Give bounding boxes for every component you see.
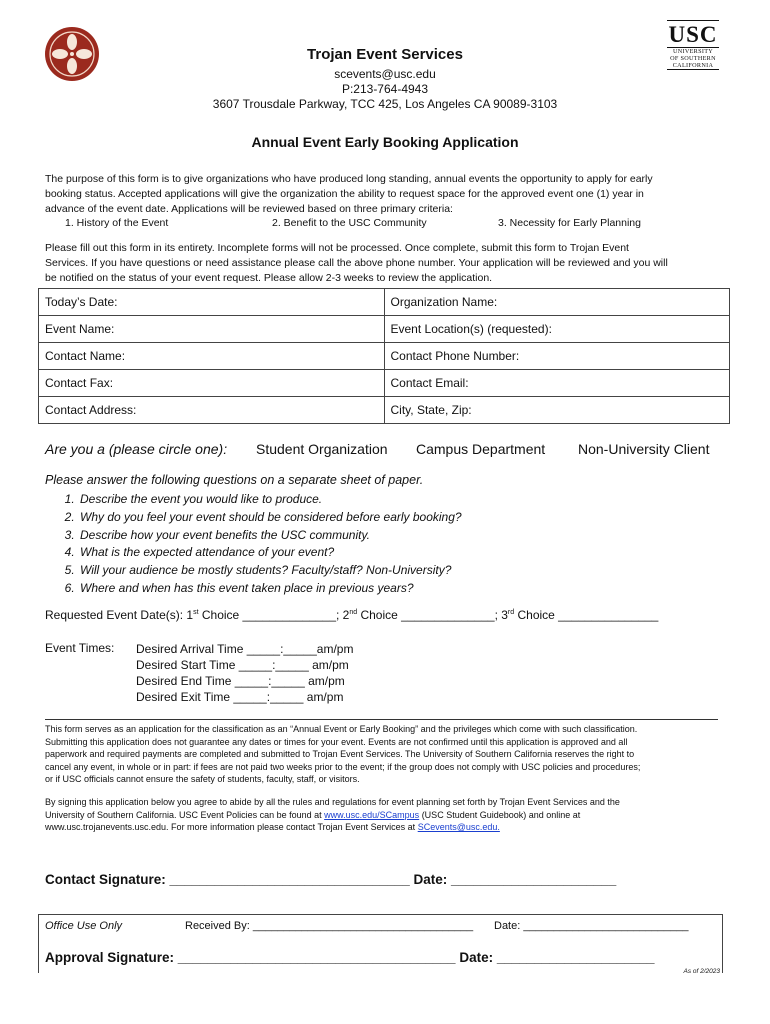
- table-row: [39, 316, 730, 343]
- agreement-text: University of Southern California. USC Event Policies can be found at: [45, 809, 325, 820]
- agreement-line: [45, 821, 721, 834]
- organization-name-field[interactable]: Organization Name:: [384, 289, 730, 316]
- form-title: Annual Event Early Booking Application: [251, 134, 519, 150]
- question-item: 1. Describe the event you would like to produce.: [78, 491, 462, 509]
- usc-logo-line1: UNIVERSITY: [672, 48, 714, 55]
- applicant-type-prompt: Are you a (please circle one):: [45, 441, 228, 457]
- received-by-field[interactable]: Received By: ____________________________________: [185, 920, 474, 932]
- scampus-link[interactable]: www.usc.edu/SCampus: [324, 809, 420, 820]
- city-state-zip-field[interactable]: City, State, Zip:: [384, 397, 730, 424]
- org-phone: P:213-764-4943: [341, 82, 429, 96]
- event-location-field[interactable]: Event Location(s) (requested):: [384, 316, 730, 343]
- intro-paragraph: [45, 172, 725, 217]
- office-use-label: Office Use Only: [45, 920, 123, 932]
- first-choice-blank: Choice ______________; 2: [198, 608, 350, 622]
- org-title: Trojan Event Services: [307, 46, 463, 63]
- agreement-line: By signing this application below you agree to abide by all the rules and regulations for event planning set forth by Trojan Event Services and the: [45, 797, 620, 807]
- divider: [45, 719, 718, 720]
- question-item: 2. Why do you feel your event should be considered before early booking?: [78, 509, 462, 527]
- arrival-time-field[interactable]: Desired Arrival Time _____:_____am/pm: [136, 642, 354, 656]
- usc-logo-line2: OF SOUTHERN: [670, 55, 716, 62]
- todays-date-field[interactable]: Today’s Date:: [39, 289, 385, 316]
- criterion-1: 1. History of the Event: [65, 217, 169, 229]
- contact-signature-line[interactable]: Contact Signature: ________________________________ Date: ______________________: [45, 872, 617, 887]
- scevents-email-link[interactable]: SCevents@usc.edu.: [417, 822, 500, 833]
- questions-intro: Please answer the following questions on a separate sheet of paper.: [45, 473, 424, 487]
- disclaimer-line: This form serves as an application for the classification as an “Annual Event or Early Booking” and the privileges which come with such classification.: [45, 724, 638, 734]
- question-item: 3. Describe how your event benefits the USC community.: [78, 527, 462, 545]
- table-row: [39, 397, 730, 424]
- agreement-text: (USC Student Guidebook) and online at: [419, 809, 581, 820]
- org-email: scevents@usc.edu: [334, 67, 436, 81]
- sup-nd: nd: [349, 609, 358, 616]
- questions-list: [44, 491, 462, 598]
- table-row: [39, 370, 730, 397]
- event-name-field[interactable]: Event Name:: [39, 316, 385, 343]
- instructions-line: be notified on the status of your event request. Please allow 2-3 weeks to review the application.: [45, 272, 493, 284]
- intro-line: booking status. Accepted applications will give the organization the ability to request space for the approved event one (1) year in: [45, 188, 644, 200]
- option-student-organization[interactable]: Student Organization: [256, 441, 388, 457]
- option-non-university-client[interactable]: Non-University Client: [578, 441, 710, 457]
- disclaimer-line: or if USC officials cannot ensure the safety of students, faculty, staff, or visitors.: [45, 774, 360, 785]
- disclaimer-line: paperwork and required payments are completed and submitted to Trojan Event Services. The University of Southern California reserves the right to: [45, 749, 635, 760]
- office-date-field[interactable]: Date: ___________________________: [494, 920, 689, 932]
- question-item: 6. Where and when has this event taken place in previous years?: [78, 580, 462, 598]
- instructions-paragraph: [45, 241, 725, 286]
- question-item: 5. Will your audience be mostly students? Faculty/staff? Non-University?: [78, 562, 462, 580]
- intro-line: The purpose of this form is to give organizations who have produced long standing, annual events the opportunity to apply for early: [45, 173, 653, 185]
- exit-time-field[interactable]: Desired Exit Time _____:_____ am/pm: [136, 690, 344, 704]
- agreement-text: www.usc.trojanevents.usc.edu. For more information please contact Trojan Event Services at: [45, 822, 418, 833]
- contact-phone-field[interactable]: Contact Phone Number:: [384, 343, 730, 370]
- contact-info-table: [38, 288, 730, 424]
- agreement-paragraph: [45, 796, 721, 834]
- usc-logo-line3: CALIFORNIA: [672, 62, 714, 69]
- disclaimer-paragraph: [45, 723, 721, 786]
- approval-signature-line[interactable]: Approval Signature: _____________________________________ Date: _____________________: [45, 950, 655, 965]
- criterion-2: 2. Benefit to the USC Community: [272, 217, 427, 229]
- option-campus-department[interactable]: Campus Department: [416, 441, 546, 457]
- table-row: [39, 289, 730, 316]
- end-time-field[interactable]: Desired End Time _____:_____ am/pm: [136, 674, 345, 688]
- event-times-fields: [136, 641, 353, 705]
- criterion-3: 3. Necessity for Early Planning: [498, 217, 641, 229]
- third-choice-blank: Choice _______________: [514, 608, 659, 622]
- usc-logo-text: USC: [668, 22, 718, 47]
- contact-fax-field[interactable]: Contact Fax:: [39, 370, 385, 397]
- second-choice-blank: Choice ______________; 3: [357, 608, 508, 622]
- event-times-label: Event Times:: [45, 641, 115, 655]
- sup-st: st: [193, 609, 199, 616]
- agreement-line: [45, 809, 721, 822]
- org-address: 3607 Trousdale Parkway, TCC 425, Los Angeles CA 90089-3103: [212, 97, 558, 111]
- question-item: 4. What is the expected attendance of your event?: [78, 544, 462, 562]
- instructions-line: Please fill out this form in its entirety. Incomplete forms will not be processed. Once complete, submit this form to Trojan Event: [45, 242, 629, 254]
- disclaimer-line: Submitting this application does not guarantee any dates or times for your event. Events are not confirmed until this application is approved and all: [45, 736, 628, 747]
- sup-rd: rd: [507, 609, 515, 616]
- table-row: [39, 343, 730, 370]
- contact-name-field[interactable]: Contact Name:: [39, 343, 385, 370]
- intro-line: advance of the event date. Applications will be reviewed based on three primary criteria:: [45, 203, 453, 215]
- contact-address-field[interactable]: Contact Address:: [39, 397, 385, 424]
- instructions-line: Services. If you have questions or need assistance please call the above phone number. Your application will be reviewed and you will: [45, 257, 668, 269]
- requested-dates-label: Requested Event Date(s): 1: [45, 608, 194, 622]
- start-time-field[interactable]: Desired Start Time _____:_____ am/pm: [136, 658, 349, 672]
- disclaimer-line: cancel any event, in whole or in part: if fees are not paid two weeks prior to the event; if the group does not comply with USC policies and procedures;: [45, 761, 641, 772]
- contact-email-field[interactable]: Contact Email:: [384, 370, 730, 397]
- revision-date: As of 2/2023: [683, 968, 720, 975]
- requested-dates-line[interactable]: [45, 608, 658, 622]
